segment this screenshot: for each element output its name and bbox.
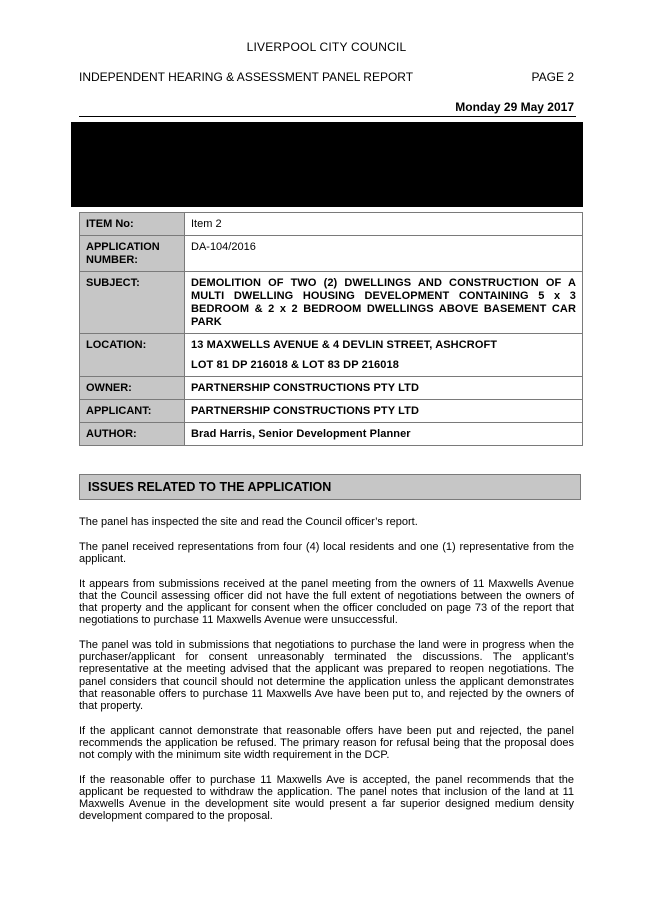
owner-label: OWNER: [80,377,185,400]
body-paragraph: If the applicant cannot demonstrate that reasonable offers have been put and rejected, the panel recommends the application be refused. The primary reason for refusal being that the proposal does not comply with the minimum site width requirement in the DCP. [79,724,574,762]
redacted-block [71,122,583,207]
application-number-label: APPLICATION NUMBER: [80,236,185,272]
council-name: LIVERPOOL CITY COUNCIL [246,40,407,54]
details-row-item [80,213,583,236]
details-row-owner [80,377,583,400]
section-heading: ISSUES RELATED TO THE APPLICATION [79,474,581,500]
body-paragraph: The panel was told in submissions that negotiations to purchase the land were in progress when the purchaser/applicant for consent unreasonably terminated the discussions. The applicant’s representative at the meeting advised that the applicant was prepared to reopen negotiations. The panel considers that council should not determine the application unless the applicant demonstrates that reasonable offers to purchase 11 Maxwells Ave have been put to, and rejected by the owners of that property. [79,638,574,712]
body-paragraph: The panel received representations from four (4) local residents and one (1) representative from the applicant. [79,540,574,565]
item-no-value: Item 2 [191,218,222,230]
body-paragraph: The panel has inspected the site and read the Council officer’s report. [79,516,418,528]
author-label: AUTHOR: [80,423,185,446]
owner-value: PARTNERSHIP CONSTRUCTIONS PTY LTD [191,382,419,394]
page-number: PAGE 2 [531,70,574,84]
details-row-subject [80,272,583,334]
applicant-value: PARTNERSHIP CONSTRUCTIONS PTY LTD [191,405,419,417]
application-details-table [79,212,583,446]
applicant-label: APPLICANT: [80,400,185,423]
header-rule [79,116,576,117]
body-paragraph: If the reasonable offer to purchase 11 Maxwells Ave is accepted, the panel recommends that the applicant be requested to withdraw the application. The panel notes that inclusion of the land at 11 Maxwells Avenue in the development site would present a far superior designed medium density development compared to the proposal. [79,773,574,823]
location-lot: LOT 81 DP 216018 & LOT 83 DP 216018 [191,359,399,371]
details-row-author [80,423,583,446]
meeting-date: Monday 29 May 2017 [455,100,574,114]
author-value: Brad Harris, Senior Development Planner [191,428,411,440]
body-paragraph: It appears from submissions received at the panel meeting from the owners of 11 Maxwells Avenue that the Council assessing officer did not have the full extent of negotiations between the owners of that property and the applicant for consent when the officer concluded on page 73 of the report that negotiations to purchase 11 Maxwells Avenue were unsuccessful. [79,577,574,627]
details-row-location [80,334,583,377]
report-title: INDEPENDENT HEARING & ASSESSMENT PANEL REPORT [79,70,414,84]
item-no-label: ITEM No: [80,213,185,236]
subject-label: SUBJECT: [80,272,185,334]
report-body [79,516,574,835]
details-row-application [80,236,583,272]
application-number-value: DA-104/2016 [191,241,256,253]
subject-value: DEMOLITION OF TWO (2) DWELLINGS AND CONSTRUCTION OF A MULTI DWELLING HOUSING DEVELOPMENT CONTAINING 5 x 3 BEDROOM & 2 x 2 BEDROOM DWELLINGS ABOVE BASEMENT CAR PARK [191,277,576,328]
details-row-applicant [80,400,583,423]
location-label: LOCATION: [80,334,185,377]
location-address: 13 MAXWELLS AVENUE & 4 DEVLIN STREET, ASHCROFT [191,339,498,351]
